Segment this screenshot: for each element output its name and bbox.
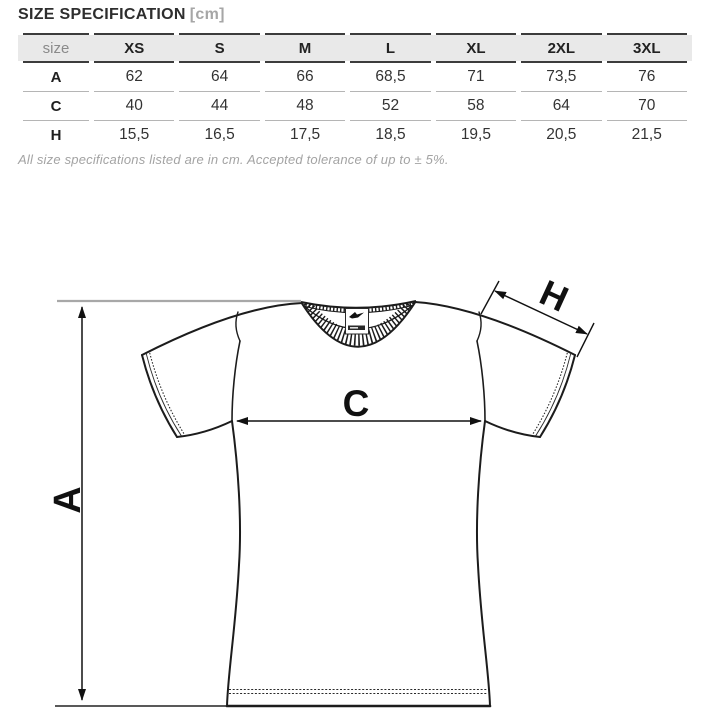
sleeve-stitch-right-solid [536, 354, 571, 436]
size-diagram [0, 250, 710, 727]
table-row-a [23, 63, 687, 92]
extension-line-h-end [577, 323, 594, 357]
size-column-header: size [23, 33, 89, 63]
armhole-left [232, 341, 240, 421]
tolerance-footnote: All size specifications listed are in cm. Accepted tolerance of up to ± 5%. [18, 152, 449, 167]
cell-c-s: 44 [179, 92, 259, 121]
table-row-c [23, 92, 687, 121]
cell-c-xl: 58 [436, 92, 516, 121]
cell-h-3xl: 21,5 [631, 126, 662, 143]
column-header-s: S [179, 33, 259, 63]
cell-c-3xl: 70 [607, 92, 687, 121]
cell-c-xs: 40 [94, 92, 174, 121]
cell-c-m: 48 [265, 92, 345, 121]
underarm-right [485, 421, 540, 437]
cell-a-3xl: 76 [607, 63, 687, 92]
page-title-text: SIZE SPECIFICATION [18, 6, 186, 23]
dimension-label-a: A [47, 486, 89, 514]
column-header-m: M [265, 33, 345, 63]
column-header-l: L [350, 33, 430, 63]
dimension-a [47, 301, 301, 706]
extension-line-h-start [481, 281, 499, 314]
sleeve-hem-right [540, 355, 575, 437]
cell-h-l: 18,5 [375, 126, 406, 143]
tshirt-outline [142, 302, 575, 706]
unit-label: [cm] [189, 6, 225, 23]
cell-a-m: 66 [265, 63, 345, 92]
cell-h-xl: 19,5 [460, 126, 491, 143]
side-left [227, 421, 240, 706]
dimension-h [481, 272, 594, 357]
row-label-a: A [23, 63, 89, 92]
column-header-xl: XL [436, 33, 516, 63]
cell-h-xs: 15,5 [119, 126, 150, 143]
size-table-header-row [23, 33, 687, 63]
collar-top-outer [301, 301, 416, 308]
cell-a-2xl: 73,5 [521, 63, 601, 92]
cell-a-xl: 71 [436, 63, 516, 92]
row-label-h: H [50, 126, 62, 144]
cell-a-l: 68,5 [350, 63, 430, 92]
dimension-label-h: H [533, 271, 575, 320]
brand-label [346, 309, 369, 335]
side-right [477, 421, 490, 706]
sleeve-stitch-left-solid [146, 354, 181, 436]
cell-a-xs: 62 [94, 63, 174, 92]
cell-h-m: 17,5 [289, 126, 321, 143]
underarm-left [177, 421, 232, 437]
dimension-label-c: C [342, 383, 370, 424]
column-header-xs: XS [94, 33, 174, 63]
size-table [18, 33, 692, 149]
table-row-h [23, 121, 687, 149]
page-title [18, 6, 225, 24]
cell-c-2xl: 64 [521, 92, 601, 121]
column-header-3xl: 3XL [607, 33, 687, 63]
armhole-right [477, 341, 485, 421]
dimension-c [237, 383, 481, 424]
armhole-seam-right [477, 312, 481, 341]
cell-h-2xl: 20,5 [546, 126, 577, 143]
column-header-2xl: 2XL [521, 33, 601, 63]
row-label-c: C [23, 92, 89, 121]
sleeve-hem-left [142, 355, 177, 437]
cell-h-s: 16,5 [204, 126, 235, 143]
shoulder-left [142, 303, 302, 355]
cell-c-l: 52 [350, 92, 430, 121]
cell-a-s: 64 [179, 63, 259, 92]
armhole-seam-left [236, 312, 240, 341]
